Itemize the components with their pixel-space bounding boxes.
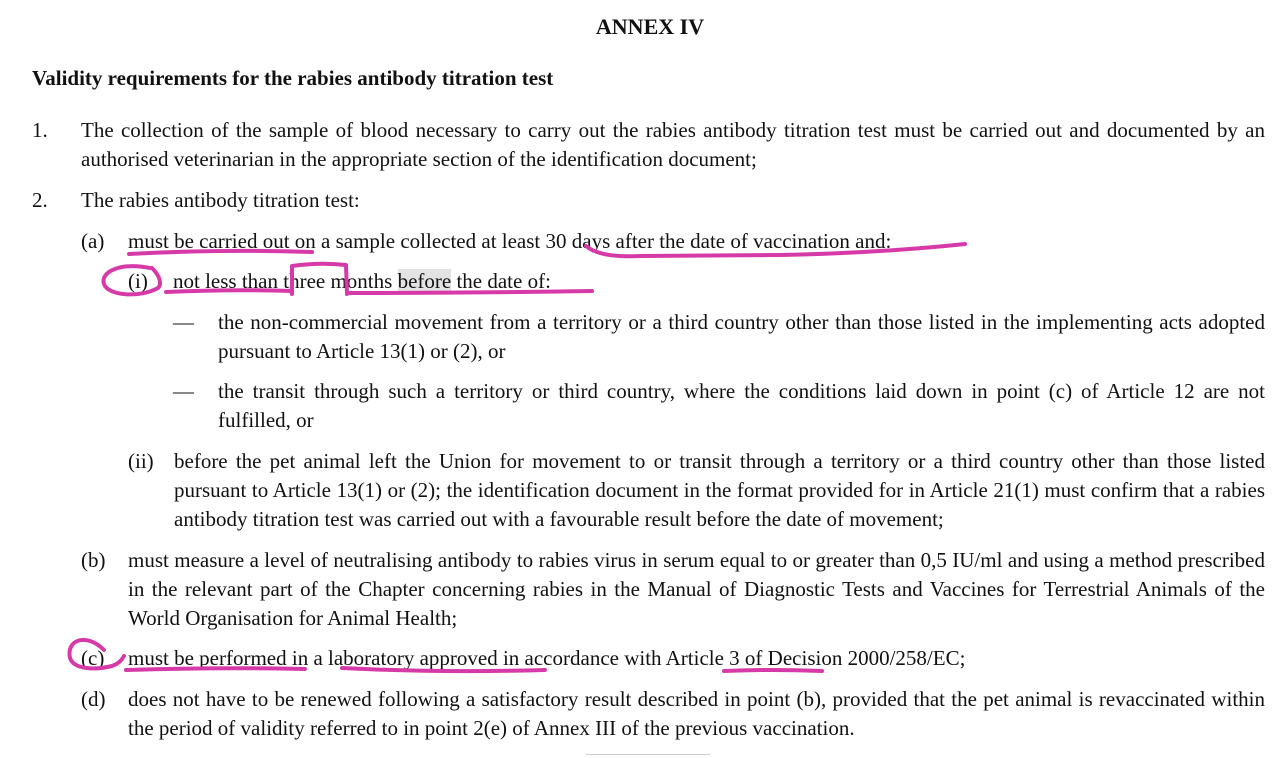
section-heading: Validity requirements for the rabies antibody titration test: [32, 66, 554, 90]
highlighted-word-before: before: [397, 269, 452, 293]
point-c-label: (c): [81, 646, 105, 670]
annex-title: ANNEX IV: [595, 14, 705, 39]
point-c-text: must be performed in a laboratory approved in accordance with Article 3 of Decision 2000/258/EC;: [128, 646, 966, 670]
subpoint-i-post: the date of:: [451, 269, 551, 293]
dash-1-symbol: —: [173, 310, 194, 334]
dash-1-text: the non-commercial movement from a territory or a third country other than those listed in the implementing acts adopted pursuant to Article 13(1) or (2), or: [218, 310, 1265, 363]
page-footer-rule: [586, 754, 710, 755]
point-a-label: (a): [81, 229, 105, 253]
point-d-label: (d): [81, 687, 106, 711]
subpoint-i-text: [173, 267, 551, 296]
point-d-text: does not have to be renewed following a satisfactory result described in point (b), provided that the pet animal is revaccinated within the period of validity referred to in point 2(e) of Annex III of the previous vaccination.: [128, 687, 1265, 740]
point-b-label: (b): [81, 548, 106, 572]
subpoint-ii-text: before the pet animal left the Union for movement to or transit through a territory or a third country other than those listed pursuant to Article 13(1) or (2); the identification document in the format provided for in Article 21(1) must confirm that a rabies antibody titration test was carried out with a favourable result before the date of movement;: [174, 449, 1265, 531]
point-b-text: must measure a level of neutralising antibody to rabies virus in serum equal to or greater than 0,5 IU/ml and using a method prescribed in the relevant part of the Chapter concerning rabies in the Manual of Diagnostic Tests and Vaccines for Terrestrial Animals of the World Organisation for Animal Health;: [128, 548, 1265, 630]
item-1-text: The collection of the sample of blood necessary to carry out the rabies antibody titration test must be carried out and documented by an authorised veterinarian in the appropriate section of the identification document;: [81, 118, 1265, 171]
point-a-text: must be carried out on a sample collected at least 30 days after the date of vaccination and:: [128, 229, 892, 253]
item-2-number: 2.: [32, 188, 48, 212]
subpoint-i-pre: not less than three months: [173, 269, 398, 293]
subpoint-ii-label: (ii): [128, 449, 154, 473]
dash-2-symbol: —: [173, 379, 194, 403]
dash-2-text: the transit through such a territory or third country, where the conditions laid down in point (c) of Article 12 are not fulfilled, or: [218, 379, 1265, 432]
subpoint-i-label: (i): [128, 269, 148, 293]
item-2-intro: The rabies antibody titration test:: [81, 188, 360, 212]
item-1-number: 1.: [32, 118, 48, 142]
